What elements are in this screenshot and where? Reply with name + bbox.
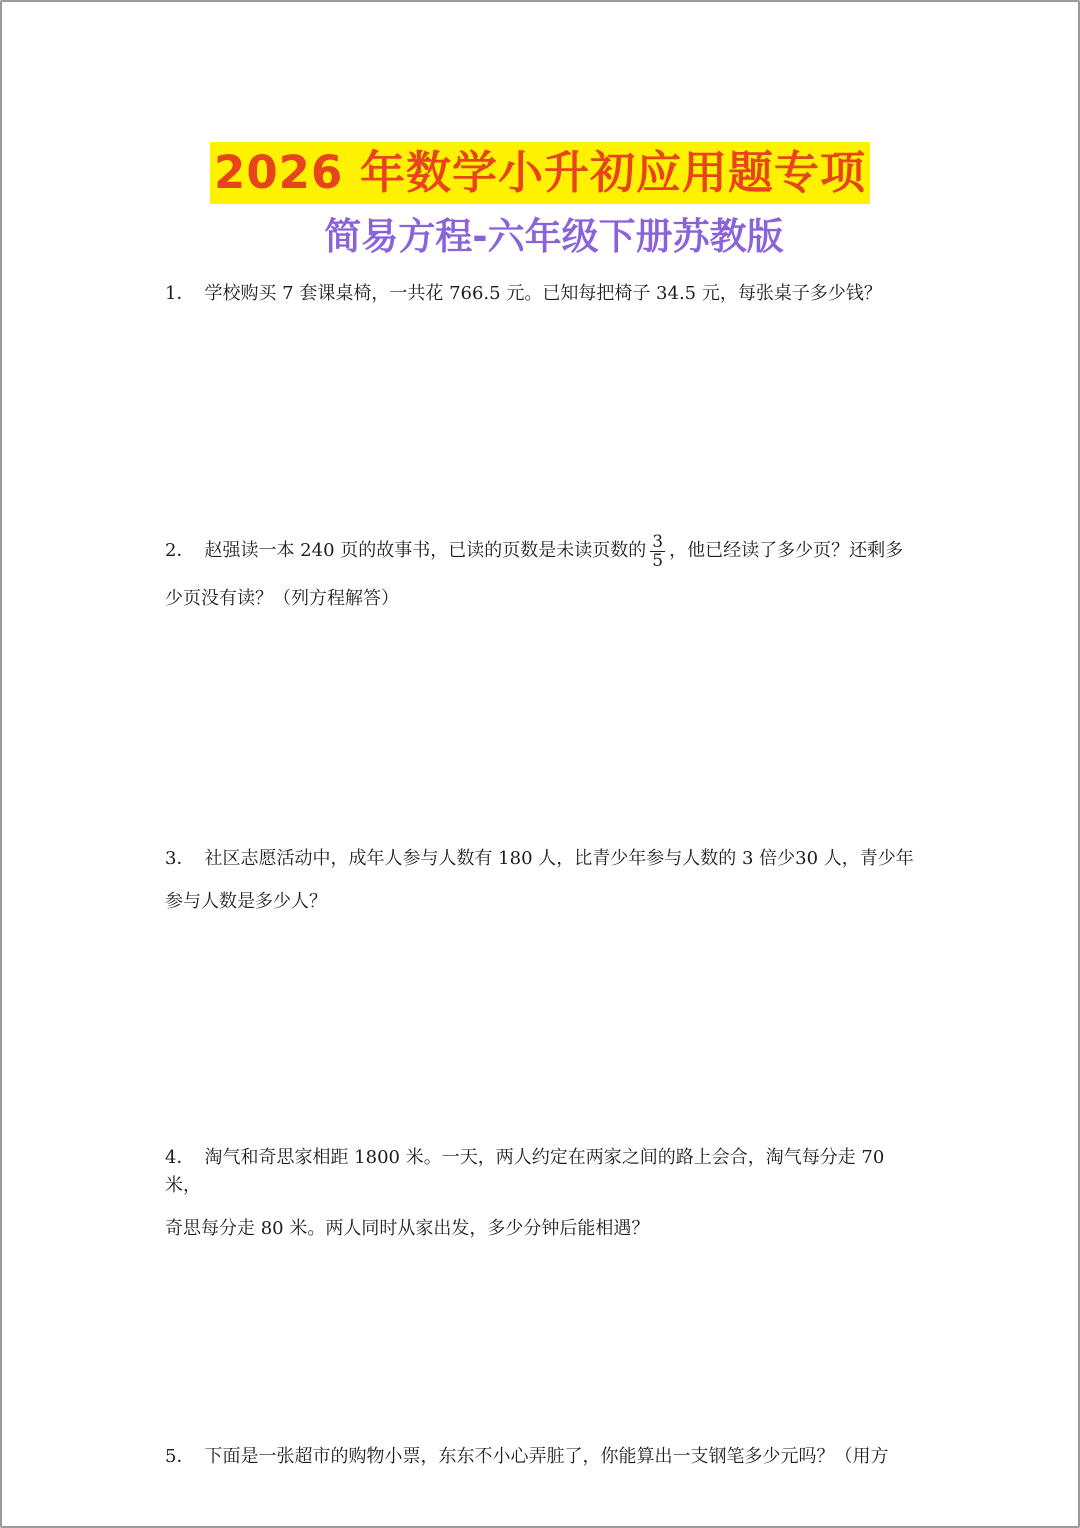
question-4: [165, 1144, 925, 1243]
question-number: 4．: [165, 1147, 195, 1168]
question-text-line: 下面是一张超市的购物小票，东东不小心弄脏了，你能算出一支钢笔多少元吗？（用方: [204, 1446, 889, 1467]
question-text-line: 淘气和奇思家相距 1800 米。一天，两人约定在两家之间的路上会合，淘气每分走 70 米，: [165, 1147, 885, 1196]
question-text-line: ，他已经读了多少页？还剩多: [669, 540, 904, 561]
question-text-line: 参与人数是多少人？: [165, 891, 327, 912]
page-subtitle: 简易方程-六年级下册苏教版: [324, 215, 784, 258]
title-container: [0, 142, 1080, 204]
question-2: [165, 528, 925, 622]
question-text-line: 赵强读一本 240 页的故事书，已读的页数是未读页数的: [204, 540, 647, 561]
question-number: 5．: [165, 1446, 195, 1467]
fraction-denominator: 5: [652, 550, 664, 571]
question-text-line: 社区志愿活动中，成年人参与人数有 180 人，比青少年参与人数的 3 倍少30 人，青少年: [204, 848, 914, 869]
question-text-line: 少页没有读？（列方程解答）: [165, 588, 399, 609]
question-3: [165, 845, 925, 916]
question-5: [165, 1443, 925, 1471]
question-text-line: 奇思每分走 80 米。两人同时从家出发，多少分钟后能相遇？: [165, 1218, 650, 1239]
question-1: [165, 279, 925, 305]
question-text-line: 学校购买 7 套课桌椅，一共花 766.5 元。已知每把椅子 34.5 元，每张桌子多少钱？: [204, 283, 882, 304]
page-title: 2026 年数学小升初应用题专项: [210, 142, 870, 204]
fraction-numerator: 3: [652, 531, 664, 552]
question-number: 1．: [165, 283, 195, 304]
fraction: [650, 533, 665, 570]
question-number: 2．: [165, 540, 195, 561]
question-number: 3．: [165, 848, 195, 869]
